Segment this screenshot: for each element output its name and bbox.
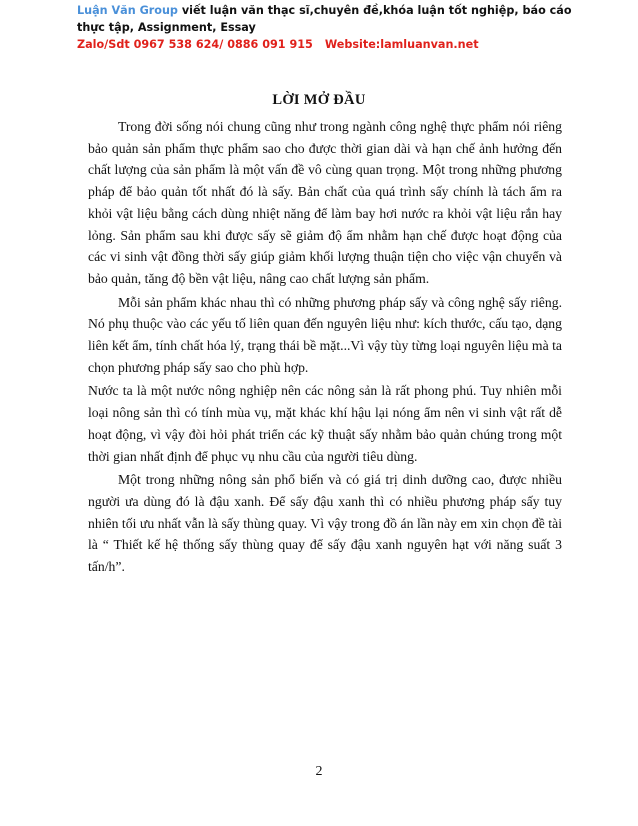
header-brand: Luận Văn Group	[77, 4, 178, 17]
page-number: 2	[315, 764, 323, 779]
paragraph-3: Nước ta là một nước nông nghiệp nên các nông sản là rất phong phú. Tuy nhiên mỗi loại nông sản thì có tính mùa vụ, mặt khác khí hậu lại nóng ẩm nên vi sinh vật rất dễ hoạt động, vì vậy đòi hỏi phát triển các kỹ thuật sấy nhằm bảo quản chúng trong một thời gian nhất định để phục vụ nhu cầu của người tiêu dùng.	[88, 383, 562, 464]
header-tagline: viết luận văn thạc sĩ,chuyên đề,khóa luận tốt nghiệp, báo cáo thực tập, Assignment, Essay	[77, 4, 572, 34]
paragraph-1: Trong đời sống nói chung cũng như trong ngành công nghệ thực phẩm nói riêng bảo quản sản phẩm thực phẩm sao cho được thời gian dài và hạn chế ảnh hưởng đến chất lượng của sản phẩm là một vấn đề vô cùng quan trọng. Một trong những phương pháp để bảo quản tốt nhất đó là sấy. Bản chất của quá trình sấy chính là tách ẩm ra khỏi vật liệu bằng cách dùng nhiệt năng để làm bay hơi nước ra khỏi vật liệu rắn hay lỏng. Sản phẩm sau khi được sấy sẽ giảm độ ẩm nhằm hạn chế được hoạt động của các vi sinh vật đồng thời sấy giúp giảm khối lượng thuận tiện cho việc vận chuyển và bảo quản, tăng độ bền vật liệu, nâng cao chất lượng sản phẩm.	[88, 119, 562, 286]
header-contact-line	[77, 37, 597, 54]
document-header	[77, 3, 597, 54]
paragraph-4: Một trong những nông sản phổ biến và có giá trị dinh dưỡng cao, được nhiều người ưa dùng đó là đậu xanh. Để sấy đậu xanh thì có nhiều phương pháp sấy tuy nhiên tối ưu nhất vẫn là sấy thùng quay. Vì vậy trong đồ án lần này em xin chọn đề tài là “ Thiết kế hệ thống sấy thùng quay để sấy đậu xanh nguyên hạt với năng suất 3 tấn/h”.	[88, 472, 562, 575]
header-website: Website:lamluanvan.net	[324, 38, 479, 51]
paragraph-2: Mỗi sản phẩm khác nhau thì có những phương pháp sấy và công nghệ sấy riêng. Nó phụ thuộc vào các yếu tố liên quan đến nguyên liệu như: kích thước, cấu tạo, dạng liên kết ẩm, tính chất hóa lý, trạng thái bề mặt...Vì vậy tùy từng loại nguyên liệu mà ta chọn phương pháp sấy sao cho phù hợp.	[88, 294, 562, 375]
document-body	[88, 116, 562, 580]
page-title: LỜI MỞ ĐẦU	[272, 92, 366, 108]
header-phone: Zalo/Sdt 0967 538 624/ 0886 091 915	[77, 38, 313, 51]
